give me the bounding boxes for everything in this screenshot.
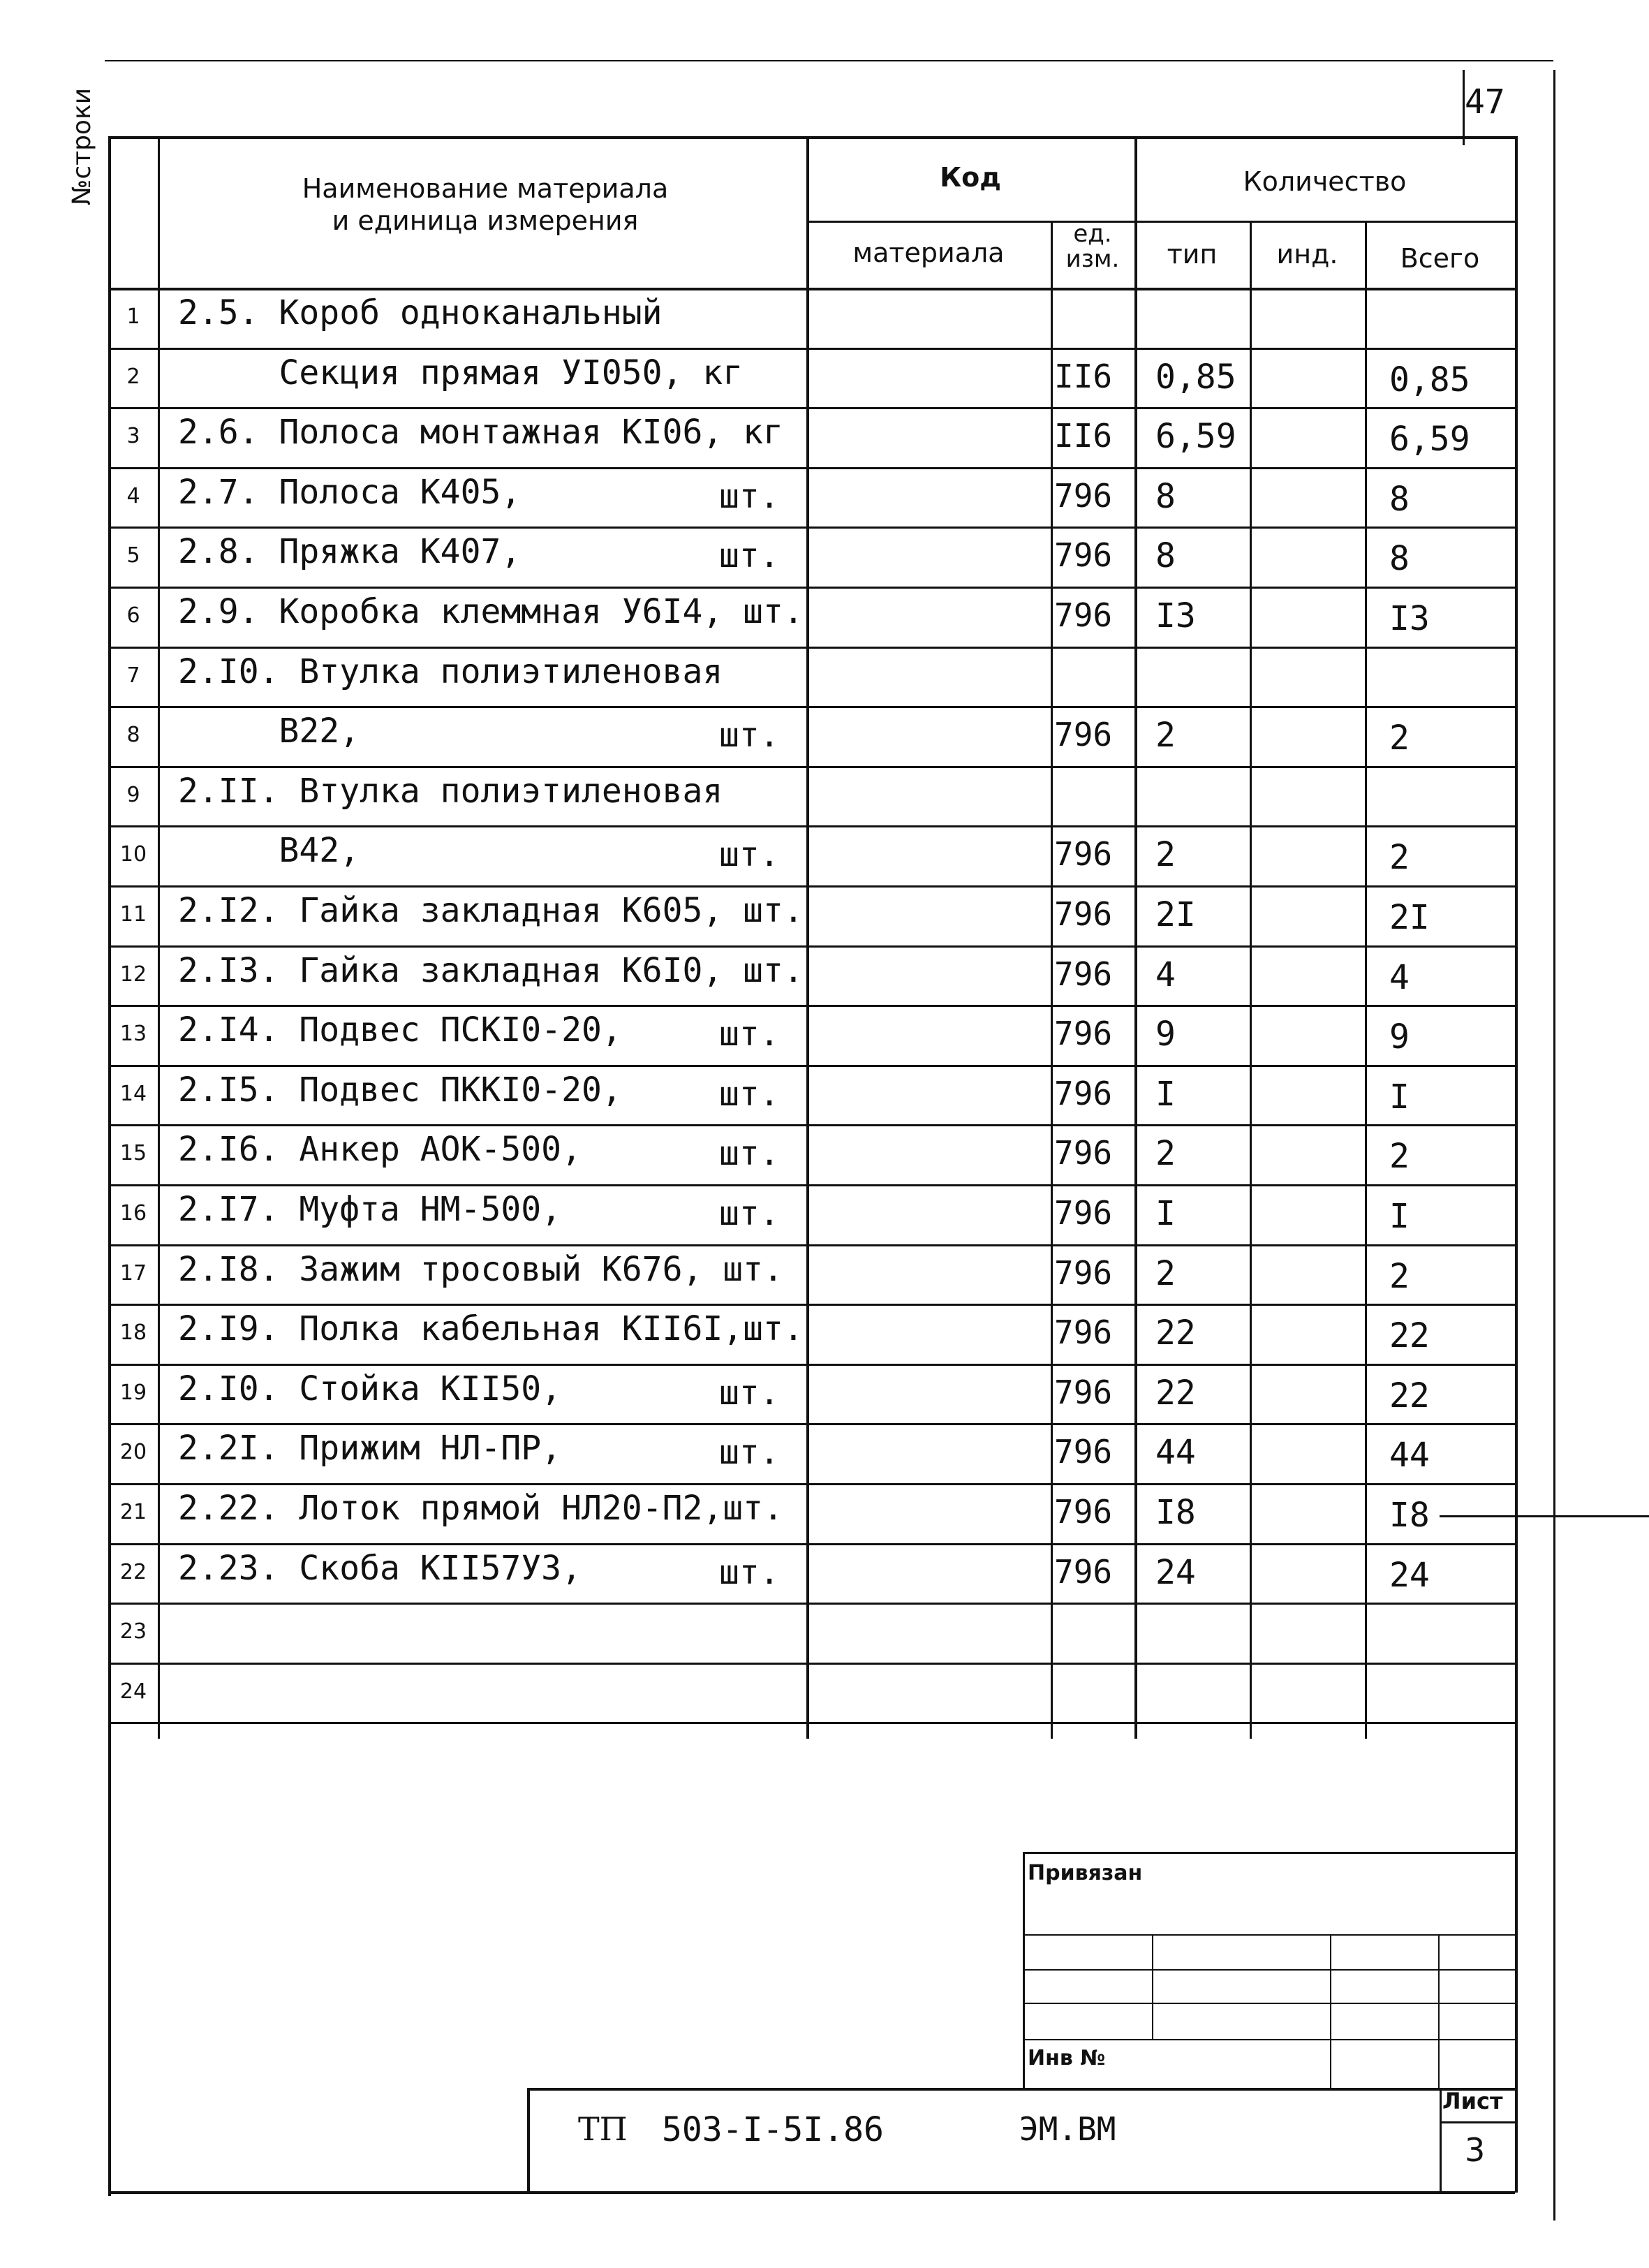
row-number: 10 [119,842,147,867]
header-code: Код [940,162,1001,193]
rule-h [108,1184,1515,1186]
rule-h [108,1065,1515,1067]
row-code: II6 [1054,357,1113,395]
rule-h [108,1124,1515,1126]
row-qty-total: 6,59 [1389,420,1470,459]
row-name: В42, [178,831,360,871]
row-qty-total: I3 [1389,599,1430,638]
rule-v [1250,221,1252,1739]
row-name: 2.I9. Полка кабельная КII6I,шт. [178,1309,804,1349]
rule-v [1330,1934,1331,2088]
rule-v [527,2088,530,2193]
rule-h [806,221,1515,223]
row-number: 11 [119,902,147,927]
row-qty-type: 2 [1155,716,1176,756]
row-code: 796 [1054,716,1113,754]
row-number: 16 [119,1201,147,1225]
row-number: 24 [119,1679,147,1704]
row-qty-type: 0,85 [1155,357,1236,397]
rule-h [1023,1969,1515,1971]
rule-h [108,647,1515,649]
rule-h [108,1244,1515,1246]
row-qty-type: 22 [1155,1373,1196,1413]
row-qty-total: 22 [1389,1376,1430,1415]
row-qty-total: 0,85 [1389,360,1470,399]
row-qty-total: 2 [1389,719,1410,758]
row-number: 15 [119,1141,147,1166]
row-qty-type: I [1155,1194,1176,1233]
stamp-privyazan: Привязан [1028,1861,1143,1885]
row-number: 14 [119,1081,147,1106]
rule-h [1023,2039,1515,2040]
row-number: 13 [119,1022,147,1047]
rule-h [108,945,1515,948]
row-qty-type: 4 [1155,955,1176,994]
row-name: 2.I8. Зажим тросовый К676, шт. [178,1249,783,1289]
row-number: 9 [126,782,140,807]
row-number: 17 [119,1260,147,1286]
row-name: 2.6. Полоса монтажная КI06, кг [178,413,783,452]
row-number: 2 [126,364,140,389]
row-number: 20 [119,1440,147,1465]
row-code: 796 [1054,955,1113,993]
row-code: 796 [1054,536,1113,575]
rule-h [108,348,1515,350]
row-qty-type: 6,59 [1155,417,1236,457]
row-name: 2.2I. Прижим НЛ-ПР, [178,1429,562,1468]
row-name: 2.I0. Стойка КII50, [178,1369,562,1408]
rule-h [108,467,1515,469]
row-unit: шт. [719,1433,780,1473]
row-name: Секция прямая УI050, кг [178,353,744,392]
row-name: 2.23. Скоба КII57У3, [178,1548,582,1588]
rule-h [1023,1934,1515,1936]
row-qty-total: I8 [1389,1496,1430,1535]
row-unit: шт. [719,1552,780,1592]
rule-h [108,885,1515,888]
row-name: 2.I2. Гайка закладная К605, шт. [178,891,804,930]
row-name: 2.7. Полоса К405, [178,472,522,512]
row-qty-type: 22 [1155,1313,1196,1353]
rule-v [1152,1934,1153,2039]
row-unit: шт. [719,1194,780,1233]
row-number: 12 [119,962,147,987]
row-number: 18 [119,1320,147,1346]
row-qty-type: 9 [1155,1015,1176,1054]
rule-h [108,706,1515,708]
rule-h [108,587,1515,589]
rule-h [108,1663,1515,1665]
row-unit: шт. [719,536,780,576]
row-qty-total: I [1389,1197,1410,1236]
stamp-doc-code: ЭМ.ВМ [1019,2110,1116,2148]
row-qty-type: 44 [1155,1433,1196,1473]
row-qty-total: 2 [1389,838,1410,878]
row-qty-type: 2I [1155,895,1196,934]
row-name: 2.5. Короб одноканальный [178,293,663,332]
row-qty-type: I3 [1155,596,1196,635]
rule-h [108,1603,1515,1605]
row-qty-total: 2 [1389,1137,1410,1177]
row-code: 796 [1054,895,1113,933]
rule-h [108,1722,1515,1724]
rule-h [1023,2003,1515,2004]
rule-h [527,2088,1515,2091]
row-code: 796 [1054,1373,1113,1411]
row-number: 7 [126,663,140,688]
rule-h [108,825,1515,827]
rule-h [108,1005,1515,1007]
row-qty-total: 2I [1389,898,1430,937]
row-name: 2.I7. Муфта НМ-500, [178,1190,562,1229]
row-qty-type: I8 [1155,1493,1196,1532]
row-qty-type: 8 [1155,476,1176,516]
rule-v [1553,70,1555,2221]
row-code: 796 [1054,1015,1113,1053]
rule-h [1023,1852,1515,1854]
stamp-inv-no: Инв № [1028,2046,1106,2070]
rule-h [108,407,1515,409]
row-code: II6 [1054,417,1113,455]
row-qty-total: 24 [1389,1555,1430,1595]
rule-h [108,136,1515,139]
rule-v [806,136,809,1739]
row-qty-total: 2 [1389,1256,1410,1296]
header-name: Наименование материала и единица измерения [302,173,669,236]
row-unit: шт. [719,476,780,516]
rule-v [1440,2088,1442,2193]
row-number: 22 [119,1559,147,1584]
row-qty-total: 44 [1389,1436,1430,1475]
rule-h [108,1364,1515,1366]
row-code: 796 [1054,1134,1113,1172]
header-qty-type: тип [1167,239,1218,270]
header-qty-total: Всего [1400,243,1480,274]
row-qty-total: 8 [1389,479,1410,519]
rule-v [1438,1934,1440,2088]
row-name: 2.I3. Гайка закладная К6I0, шт. [178,950,804,990]
rule-h [108,1483,1515,1485]
rule-h [108,526,1515,529]
header-quantity: Количество [1243,166,1407,197]
row-code: 796 [1054,835,1113,874]
rule-h [108,766,1515,768]
row-qty-total: 22 [1389,1316,1430,1356]
row-name: 2.II. Втулка полиэтиленовая [178,771,723,811]
row-unit: шт. [719,1373,780,1413]
row-number: 23 [119,1619,147,1644]
row-number: 4 [126,483,140,508]
row-name: В22, [178,712,360,751]
rule-h [105,60,1553,61]
row-unit: шт. [719,835,780,875]
row-qty-type: 2 [1155,835,1176,875]
row-code: 796 [1054,1253,1113,1292]
stamp-sheet-number: 3 [1465,2131,1486,2169]
rule-h [108,1543,1515,1545]
row-code: 796 [1054,1493,1113,1531]
row-name: 2.22. Лоток прямой НЛ20-П2,шт. [178,1489,783,1528]
row-name: 2.8. Пряжка К407, [178,532,522,572]
row-name: 2.I5. Подвес ПККI0-20, [178,1070,622,1110]
row-qty-type: 8 [1155,536,1176,576]
row-number: 3 [126,424,140,449]
row-code: 796 [1054,596,1113,634]
rule-v [1365,221,1367,1739]
page-number: 47 [1465,82,1505,122]
row-qty-type: I [1155,1074,1176,1114]
header-row-no: №строки [68,87,96,206]
row-code: 796 [1054,476,1113,515]
row-number: 6 [126,603,140,628]
rule-h [108,1304,1515,1306]
row-qty-total: 9 [1389,1017,1410,1057]
row-qty-type: 24 [1155,1552,1196,1592]
row-unit: шт. [719,1134,780,1174]
rule-h [108,288,1515,290]
row-name: 2.9. Коробка клеммная У6I4, шт. [178,592,804,631]
row-qty-type: 2 [1155,1253,1176,1293]
stamp-doc-number: 503-I-5I.86 [662,2110,884,2149]
row-qty-total: 8 [1389,539,1410,579]
rule-h [108,2191,1515,2194]
row-code: 796 [1054,1313,1113,1352]
row-name: 2.I4. Подвес ПСКI0-20, [178,1010,622,1050]
rule-h [1440,2121,1515,2123]
row-code: 796 [1054,1433,1113,1471]
rule-h [1440,1515,1649,1517]
rule-v [1463,70,1465,145]
rule-v [1515,1722,1518,2193]
rule-v [1134,136,1137,1739]
header-code-material: материала [852,237,1005,268]
stamp-doc-prefix: ТП [578,2110,628,2148]
stamp-sheet-label: Лист [1442,2088,1503,2114]
row-qty-type: 2 [1155,1134,1176,1174]
header-qty-ind: инд. [1276,239,1338,270]
row-qty-total: I [1389,1077,1410,1117]
header-code-unit: ед. изм. [1065,220,1120,273]
row-qty-total: 4 [1389,957,1410,997]
row-number: 1 [126,304,140,329]
row-number: 19 [119,1380,147,1405]
row-code: 796 [1054,1552,1113,1591]
row-unit: шт. [719,1015,780,1054]
rule-v [1051,221,1053,1739]
row-code: 796 [1054,1194,1113,1232]
rule-h [108,1423,1515,1425]
row-number: 5 [126,543,140,568]
row-code: 796 [1054,1074,1113,1112]
row-number: 21 [119,1500,147,1524]
row-name: 2.I6. Анкер АОК-500, [178,1130,582,1170]
row-unit: шт. [719,716,780,756]
row-number: 8 [126,723,140,748]
row-unit: шт. [719,1074,780,1114]
row-name: 2.I0. Втулка полиэтиленовая [178,651,723,691]
rule-v [1515,136,1518,1739]
